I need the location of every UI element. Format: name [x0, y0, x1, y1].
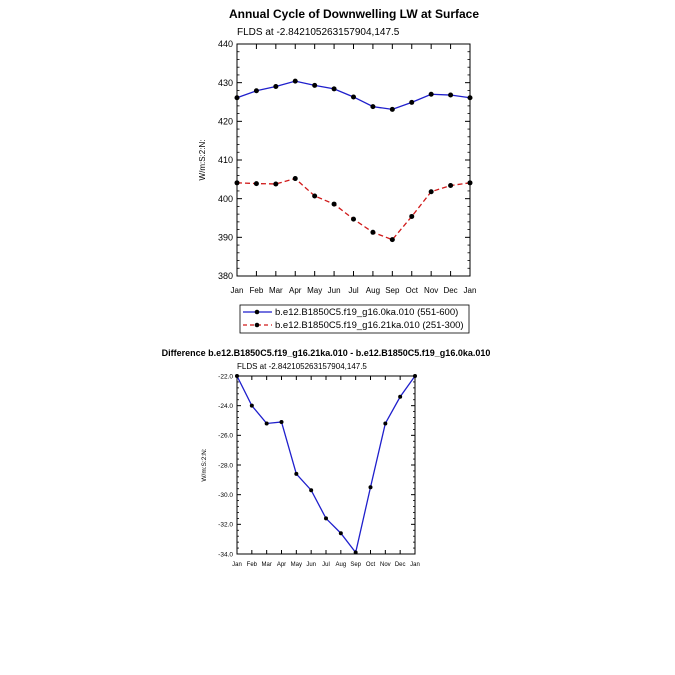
x-tick-label: Jan: [230, 286, 244, 295]
series-1-point: [332, 202, 337, 207]
series-0-point: [265, 421, 269, 425]
x-tick-label: Nov: [424, 286, 439, 295]
y-tick-label: 390: [217, 232, 233, 243]
series-1-point: [448, 183, 453, 188]
series-1-point: [351, 217, 356, 222]
series-0-point: [369, 485, 373, 489]
x-tick-label: Sep: [350, 562, 362, 568]
series-0-point: [324, 516, 328, 520]
x-tick-label: Feb: [249, 286, 264, 295]
series-0-point: [273, 84, 278, 89]
x-tick-label: Jun: [327, 286, 341, 295]
difference-subtitle: FLDS at -2.842105263157904,147.5: [237, 362, 367, 371]
series-1-point: [409, 214, 414, 219]
x-tick-label: Jan: [232, 562, 242, 568]
y-tick-label: -22.0: [218, 373, 233, 381]
y-tick-label: -28.0: [218, 462, 233, 470]
series-0-point: [250, 404, 254, 408]
y-tick-label: -34.0: [218, 551, 233, 559]
x-tick-label: Jan: [463, 286, 477, 295]
series-0-point: [354, 551, 358, 555]
x-tick-label: May: [290, 562, 303, 568]
x-tick-label: Aug: [365, 286, 381, 295]
annual-cycle-title: Annual Cycle of Downwelling LW at Surface: [228, 7, 480, 21]
x-tick-label: Feb: [246, 562, 258, 568]
x-tick-label: Nov: [379, 562, 391, 568]
series-0-point: [293, 79, 298, 84]
series-1-point: [390, 237, 395, 242]
y-tick-label: 420: [217, 116, 233, 127]
series-0-point: [235, 95, 240, 100]
difference-ylabel: W/m:S:2:N:: [201, 448, 208, 482]
series-1-point: [468, 180, 473, 185]
x-tick-label: Apr: [276, 562, 287, 568]
series-1-point: [254, 181, 259, 186]
legend-label-0ka: b.e12.B1850C5.f19_g16.0ka.010 (551-600): [275, 307, 459, 318]
series-0-point: [409, 100, 414, 105]
annual-cycle-legend: [240, 305, 469, 333]
x-tick-label: Dec: [394, 562, 406, 568]
series-1-point: [370, 230, 375, 235]
legend-marker-0ka: [255, 310, 260, 315]
series-0-point: [370, 104, 375, 109]
series-1-point: [235, 180, 240, 185]
series-0-point: [235, 374, 239, 378]
x-tick-label: Jul: [322, 562, 330, 568]
y-tick-label: 430: [217, 77, 233, 88]
x-tick-label: May: [307, 286, 323, 295]
x-tick-label: Apr: [289, 286, 302, 295]
y-tick-label: -24.0: [218, 402, 233, 410]
y-tick-label: -26.0: [218, 432, 233, 440]
series-0-point: [294, 472, 298, 476]
series-1-point: [293, 176, 298, 181]
series-0-point: [332, 86, 337, 91]
series-0-point: [351, 94, 356, 99]
y-tick-label: -32.0: [218, 521, 233, 529]
x-tick-label: Oct: [365, 562, 376, 568]
series-1-point: [273, 181, 278, 186]
series-0-point: [429, 92, 434, 97]
series-1-point: [429, 189, 434, 194]
annual-cycle-subtitle: FLDS at -2.842105263157904,147.5: [237, 27, 400, 38]
x-tick-label: Dec: [443, 286, 458, 295]
x-tick-label: Jan: [410, 562, 420, 568]
legend-marker-21ka: [255, 323, 260, 328]
series-0-point: [280, 420, 284, 424]
annual-cycle-ylabel: W/m:S:2:N:: [198, 139, 207, 181]
series-0-point: [254, 88, 259, 93]
series-0-point: [398, 395, 402, 399]
y-tick-label: 400: [217, 193, 233, 204]
y-tick-label: 440: [217, 39, 233, 50]
series-1-point: [312, 193, 317, 198]
difference-title: Difference b.e12.B1850C5.f19_g16.21ka.010 - b.e12.B1850C5.f19_g16.0ka.010: [161, 348, 491, 358]
x-tick-label: Aug: [335, 562, 347, 568]
series-0-point: [448, 93, 453, 98]
y-tick-label: 410: [217, 155, 233, 166]
x-tick-label: Jun: [306, 562, 317, 568]
series-0-point: [468, 95, 473, 100]
x-tick-label: Sep: [385, 286, 400, 295]
series-0-point: [312, 83, 317, 88]
legend-label-21ka: b.e12.B1850C5.f19_g16.21ka.010 (251-300): [275, 320, 464, 331]
series-0-point: [383, 421, 387, 425]
y-tick-label: 380: [217, 271, 233, 282]
series-0-point: [390, 107, 395, 112]
series-0-point: [339, 531, 343, 535]
x-tick-label: Oct: [405, 286, 418, 295]
series-0-point: [413, 374, 417, 378]
x-tick-label: Mar: [268, 286, 283, 295]
x-tick-label: Jul: [348, 286, 359, 295]
x-tick-label: Mar: [261, 562, 272, 568]
series-0-point: [309, 488, 313, 492]
y-tick-label: -30.0: [218, 491, 233, 499]
